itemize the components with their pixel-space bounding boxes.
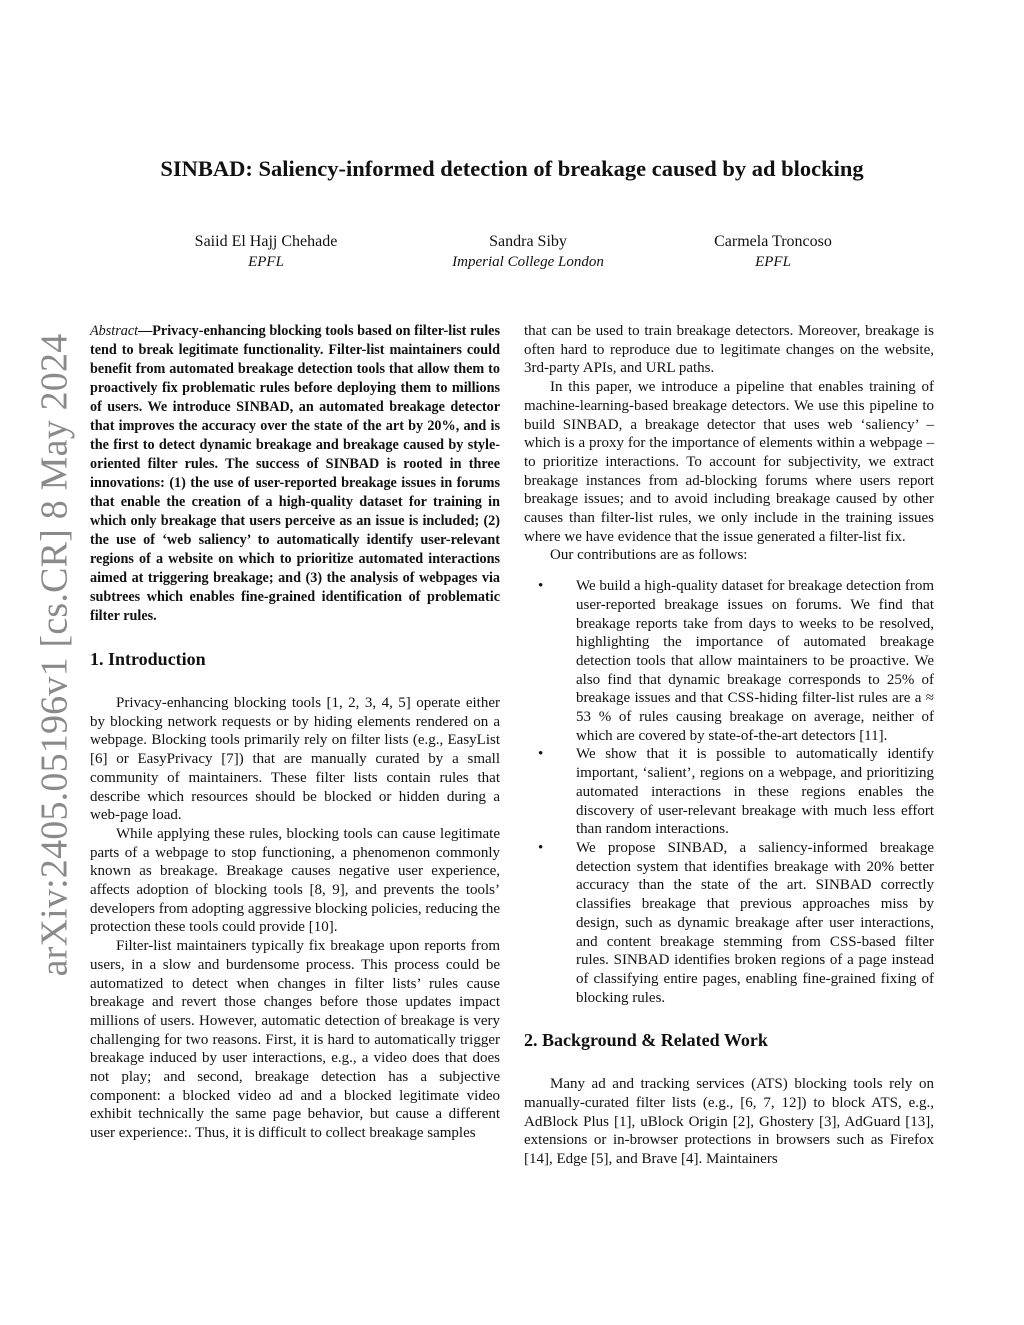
abstract-text: —Privacy-enhancing blocking tools based on filter-list rules tend to break legitimate functionality. Filter-list maintainers could benefit from automated breakage detection tools that allow them to proactively fix problematic rules before deploying them to millions of users. We introduce SINBAD, an automated breakage detector that improves the accuracy over the state of the art by 20%, and is the first to detect dynamic breakage and breakage caused by style-oriented filter rules. The success of SINBAD is rooted in three innovations: (1) the use of user-reported breakage issues in forums that enable the creation of a high-quality dataset for training in which only breakage that users perceive as an issue is included; (2) the use of ‘web saliency’ to automatically identify user-relevant regions of a website on which to prioritize automated interactions aimed at triggering breakage; and (3) the analysis of webpages via subtrees which enables fine-grained identification of problematic filter rules. [90,323,500,624]
list-item [524,577,934,745]
paragraph: In this paper, we introduce a pipeline that enables training of machine-learning-based breakage detectors. We use this pipeline to build SINBAD, a breakage detector that uses web ‘saliency’ – which is a proxy for the importance of elements within a webpage – to prioritize interactions. To account for subjectivity, we extract breakage instances from ad-blocking forums where users report breakage issues; and to avoid including breakage caused by other causes than filter-list rules, we only include in the training issues where we have evidence that the issue generated a filter-list fix. [524,379,934,545]
section-heading-introduction: 1. Introduction [90,649,206,669]
arxiv-side-identifier [30,333,78,977]
list-item [524,745,934,839]
author-block [116,232,416,273]
bullet-icon: • [538,839,544,856]
list-item-text: We propose SINBAD, a saliency-informed breakage detection system that identifies breakage with 20% better accuracy than the state of the art. SINBAD correctly classifies breakage that previous approaches miss by design, such as dynamic breakage after user interactions, and content breakage stemming from CSS-based filter rules. SINBAD identifies broken regions of a page instead of classifying entire pages, enabling fine-grained fixing of blocking rules. [576,839,934,1006]
paragraph: Many ad and tracking services (ATS) blocking tools rely on manually-curated filter lists (e.g., [6, 7, 12]) to block ATS, e.g., AdBlock Plus [1], uBlock Origin [2], Ghostery [3], AdGuard [13], extensions or in-browser protections in browsers such as Firefox [14], Edge [5], and Brave [4]. Maintainers [524,1076,934,1168]
paragraph: Filter-list maintainers typically fix breakage upon reports from users, in a slow and burdensome process. This process could be automatized to detect when changes in filter lists’ rules cause breakage and revert those changes before those updates impact millions of users. However, automatic detection of breakage is very challenging for two reasons. First, it is hard to automatically trigger breakage induced by user interactions, e.g., a video does that does not play; and second, breakage detection has a subjective component: a blocked video ad and a blocked legitimate video exhibit technically the same page behavior, but cause a different user experience:. Thus, it is difficult to collect breakage samples [90,938,500,1142]
paragraph: Privacy-enhancing blocking tools [1, 2, 3, 4, 5] operate either by blocking network requests or by hiding elements rendered on a webpage. Blocking tools primarily rely on filter lists (e.g., EasyList [6] or EasyPrivacy [7]) that are manually curated by a small community of maintainers. These filter lists contain rules that describe which resources should be blocked or hidden during a web-page load. [90,695,500,824]
contributions-list [524,577,934,1007]
author-name: Saiid El Hajj Chehade [194,233,338,250]
author-affiliation: EPFL [755,254,791,270]
author-name: Carmela Troncoso [714,233,832,250]
bullet-icon: • [538,746,544,763]
abstract-lead: Abstract [90,323,139,339]
author-affiliation: Imperial College London [452,254,604,270]
author-block [623,232,923,273]
abstract [90,322,500,626]
list-item-text: We show that it is possible to automatically identify important, ‘salient’, regions on a webpage, and prioritizing automated interactions in these regions enables the discovery of user-relevant breakage with much less effort than random interactions. [576,746,934,838]
author-affiliation: EPFL [248,254,284,270]
section-heading-background: 2. Background & Related Work [524,1030,768,1051]
bullet-icon: • [538,578,544,595]
arxiv-id-text: arXiv:2405.05196v1 [cs.CR] 8 May 2024 [33,333,76,977]
author-name: Sandra Siby [489,233,567,250]
list-item-text: We build a high-quality dataset for breakage detection from user-reported breakage issues on forums. We find that breakage reports take from days to weeks to be resolved, highlighting the importance of automated breakage detection tools that allow maintainers to be proactive. We also find that dynamic breakage corresponds to 25% of breakage issues and that CSS-hiding filter-list rules are a ≈ 53 % of rules causing breakage on average, neither of which are covered by state-of-the-art detectors [11]. [576,578,934,744]
paper-title: SINBAD: Saliency-informed detection of breakage caused by ad blocking [160,156,864,181]
paragraph: While applying these rules, blocking tools can cause legitimate parts of a webpage to stop functioning, a phenomenon commonly known as breakage. Breakage causes negative user experience, affects adoption of blocking tools [8, 9], and prevents the tools’ developers from adopting aggressive blocking policies, reducing the protection these tools could provide [10]. [90,825,500,936]
left-column [90,322,500,1143]
right-column [524,322,934,1169]
paragraph: that can be used to train breakage detectors. Moreover, breakage is often hard to reproduce due to legitimate changes on the website, 3rd-party APIs, and URL paths. [524,323,934,377]
list-item [524,839,934,1007]
paragraph: Our contributions are as follows: [550,547,748,564]
